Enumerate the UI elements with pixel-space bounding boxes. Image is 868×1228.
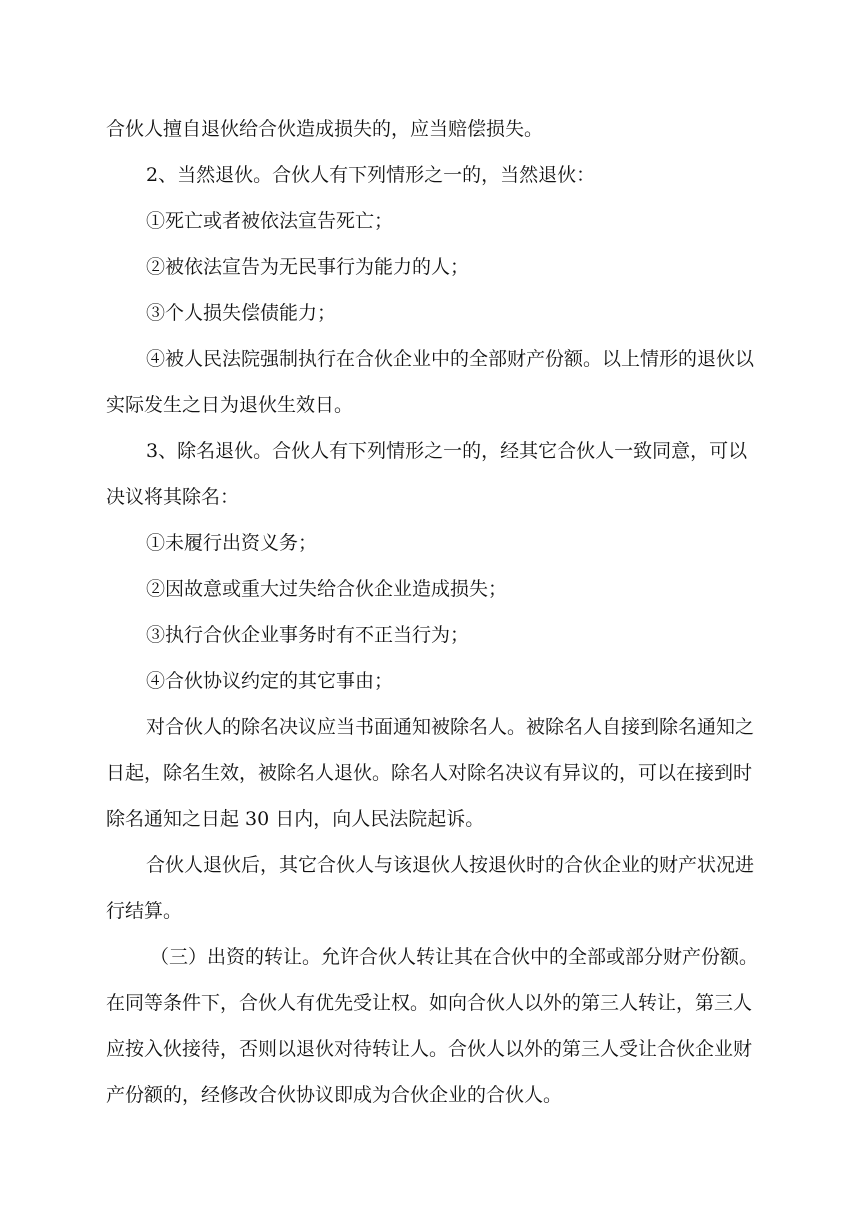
list-item-misconduct: ③执行合伙企业事务时有不正当行为； xyxy=(146,624,470,646)
paragraph-continuation: 合伙人擅自退伙给合伙造成损失的，应当赔偿损失。 xyxy=(106,118,544,140)
paragraph-transfer: （三）出资的转让。允许合伙人转让其在合伙中的全部或部分财产份额。在同等条件下，合伙人有优先受让权。如向合伙人以外的第三人转让，第三人应按入伙接待，否则以退伙对待转让人。合伙人以外的第三人受让合伙企业财产份额的，经修改合伙协议即成为合伙企业的合伙人。 xyxy=(106,946,759,1106)
list-item-incapacity: ②被依法宣告为无民事行为能力的人； xyxy=(146,256,470,278)
document-body xyxy=(106,106,766,1118)
paragraph-natural-withdrawal-heading: 2、当然退伙。合伙人有下列情形之一的，当然退伙： xyxy=(146,164,596,186)
list-item-agreement: ④合伙协议约定的其它事由； xyxy=(146,670,394,692)
paragraph-settlement: 合伙人退伙后，其它合伙人与该退伙人按退伙时的合伙企业的财产状况进行结算。 xyxy=(106,854,755,922)
list-item-death: ①死亡或者被依法宣告死亡； xyxy=(146,210,394,232)
list-item-contribution: ①未履行出资义务； xyxy=(146,532,318,554)
list-item-enforcement: ④被人民法院强制执行在合伙企业中的全部财产份额。以上情形的退伙以实际发生之日为退伙生效日。 xyxy=(106,348,755,416)
paragraph-expulsion-heading: 3、除名退伙。合伙人有下列情形之一的，经其它合伙人一致同意，可以决议将其除名： xyxy=(106,440,748,508)
paragraph-expulsion-notice: 对合伙人的除名决议应当书面通知被除名人。被除名人自接到除名通知之日起，除名生效，被除名人退伙。除名人对除名决议有异议的，可以在接到时除名通知之日起 30 日内，向人民法院起诉。 xyxy=(106,716,755,830)
list-item-solvency: ③个人损失偿债能力； xyxy=(146,302,337,324)
list-item-negligence: ②因故意或重大过失给合伙企业造成损失； xyxy=(146,578,508,600)
